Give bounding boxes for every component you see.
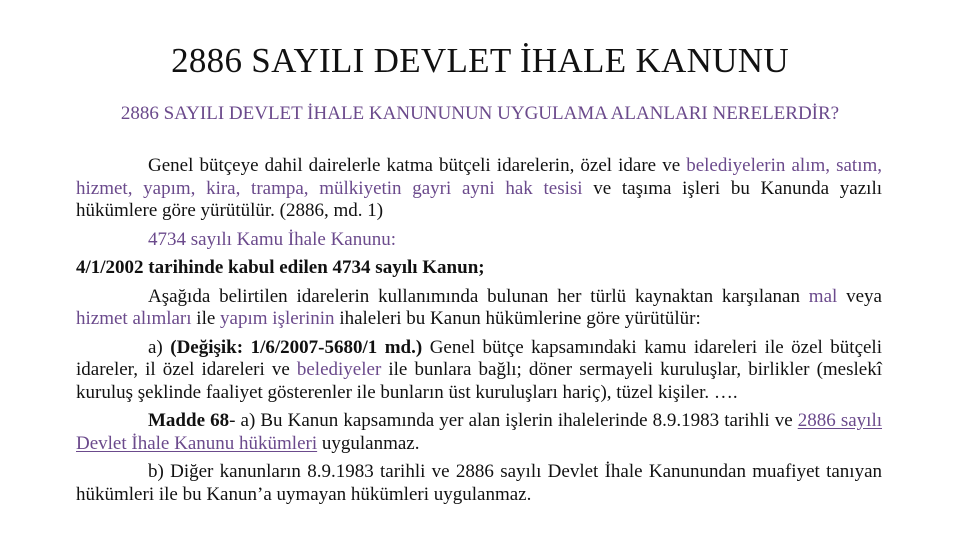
paragraph-4734-date: 4/1/2002 tarihinde kabul edilen 4734 sayılı Kanun; xyxy=(76,257,485,278)
text: Aşağıda belirtilen idarelerin kullanımında bulunan her türlü kaynaktan karşılanan xyxy=(148,285,809,307)
paragraph-4734-heading[interactable]: 4734 sayılı Kamu İhale Kanunu: xyxy=(148,228,397,250)
paragraph-article-b: b) Diğer kanunların 8.9.1983 tarihli ve 2886 sayılı Devlet İhale Kanunundan muafiyet tanıyan hükümleri ile bu Kanun’a uymayan hükümleri uygulanmaz. xyxy=(76,461,882,505)
link-belediyelerin[interactable]: belediyelerin xyxy=(686,155,786,176)
slide-body xyxy=(76,155,882,506)
text: veya xyxy=(837,285,882,307)
slide-subtitle: 2886 SAYILI DEVLET İHALE KANUNUNUN UYGULAMA ALANLARI NERELERDİR? xyxy=(120,103,840,124)
paragraph-2886-scope xyxy=(76,155,882,223)
text: Genel bütçeye dahil dairelerle katma bütçeli idarelerin, özel idare ve xyxy=(148,155,687,176)
slide-title: 2886 SAYILI DEVLET İHALE KANUNU xyxy=(171,41,789,80)
link-hizmet-alimlari[interactable]: hizmet alımları xyxy=(76,308,192,329)
text: ihaleleri bu Kanun hükümlerine göre yürütülür: xyxy=(334,308,701,329)
text: ve taşıma işleri bu Kanunda yazılı hükümlere göre yürütülür. (2886, md. 1) xyxy=(76,177,882,221)
paragraph-madde-68 xyxy=(76,410,882,455)
text: ile xyxy=(191,308,221,329)
link-alim-satim[interactable]: alım, satım, hizmet, yapım, kira, trampa, mülkiyetin gayri ayni hak tesisi xyxy=(76,155,883,199)
link-2886-hukumleri[interactable]: 2886 sayılı Devlet İhale Kanunu hükümleri xyxy=(76,410,883,454)
link-belediyeler[interactable]: belediyeler xyxy=(296,359,382,380)
amendment-note: (Değişik: 1/6/2007-5680/1 md.) xyxy=(170,336,423,358)
text: a) xyxy=(148,336,171,358)
text: ile bunlara bağlı; döner sermayeli kuruluşlar, birlikler (meslekî kuruluş şeklinde faaliyet gösterenler ile bunların üst kuruluşları hariç), tüzel kişiler. …. xyxy=(76,359,882,403)
text: Genel bütçe kapsamındaki kamu idareleri ile özel bütçeli idareler, il özel idareleri ve xyxy=(76,336,882,380)
text: uygulanmaz. xyxy=(317,432,420,454)
link-yapim-islerinin[interactable]: yapım işlerinin xyxy=(220,308,335,329)
text: - a) Bu Kanun kapsamında yer alan işlerin ihalelerinde 8.9.1983 tarihli ve xyxy=(229,410,798,431)
link-mal[interactable]: mal xyxy=(808,285,838,307)
paragraph-article-a xyxy=(76,337,882,405)
paragraph-4734-scope xyxy=(76,286,882,331)
article-number: Madde 68 xyxy=(148,410,230,431)
